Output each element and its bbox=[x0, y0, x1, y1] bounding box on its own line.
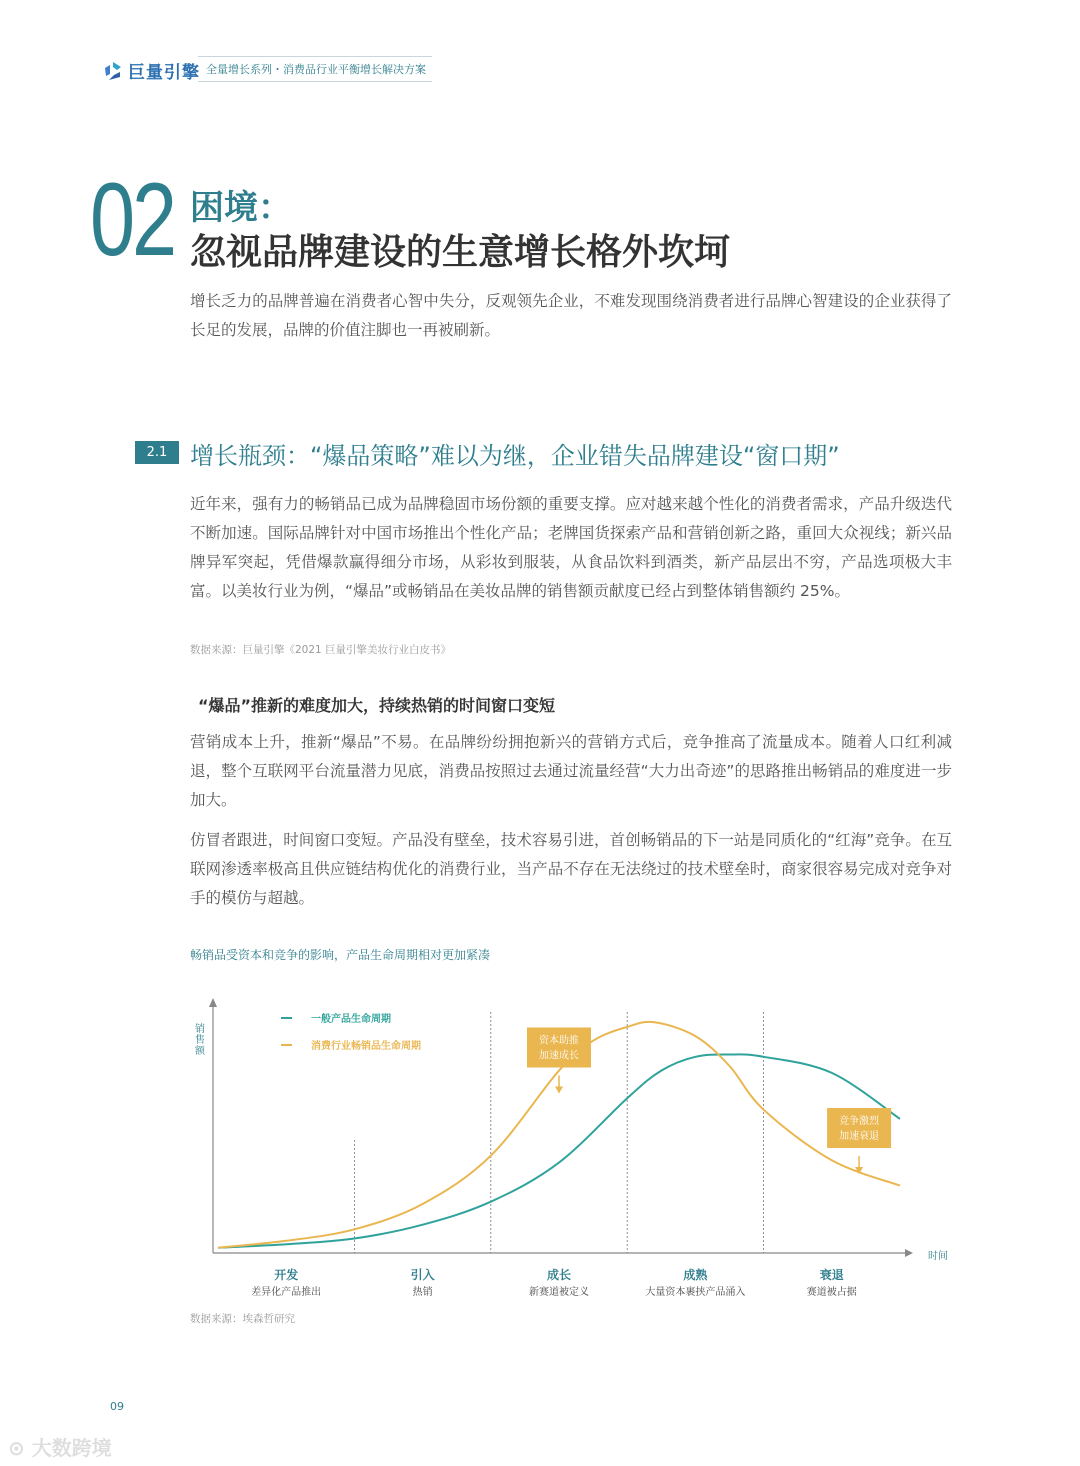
stage-description: 差异化产品推出 bbox=[251, 1287, 322, 1298]
subsection-paragraph-1: 营销成本上升，推新“爆品”不易。在品牌纷纷拥抱新兴的营销方式后，竞争推高了流量成本。随着人口红利减退，整个互联网平台流量潜力见底，消费品按照过去通过流量经营“大力出奇迹”的思路推出畅销品的难度进一步加大。 bbox=[190, 733, 952, 809]
stage-name: 开发 bbox=[274, 1268, 299, 1282]
stage-description: 新赛道被定义 bbox=[529, 1287, 589, 1298]
y-axis-label: 售 bbox=[195, 1035, 205, 1046]
chapter-title-line1: 困境： bbox=[190, 188, 292, 228]
chart-source: 数据来源：埃森哲研究 bbox=[190, 1313, 295, 1325]
stage-name: 成熟 bbox=[683, 1268, 708, 1282]
chapter-number: 02 bbox=[90, 162, 174, 278]
y-axis-label: 额 bbox=[195, 1046, 205, 1057]
section-number: 2.1 bbox=[135, 441, 179, 464]
chart-title: 畅销品受资本和竞争的影响，产品生命周期相对更加紧凑 bbox=[190, 948, 491, 962]
legend-label: 一般产品生命周期 bbox=[311, 1014, 391, 1025]
stage-description: 赛道被占据 bbox=[806, 1287, 857, 1298]
annotation-text: 加速成长 bbox=[539, 1050, 579, 1062]
subsection-heading: “爆品”推新的难度加大，持续热销的时间窗口变短 bbox=[198, 696, 556, 715]
annotation-text: 竞争激烈 bbox=[839, 1116, 880, 1127]
section-title: 增长瓶颈：“爆品策略”难以为继，企业错失品牌建设“窗口期” bbox=[190, 442, 840, 470]
annotation-box bbox=[527, 1028, 591, 1068]
section-source: 数据来源：巨量引擎《2021 巨量引擎美妆行业白皮书》 bbox=[190, 644, 452, 656]
stage-name: 衰退 bbox=[819, 1268, 844, 1282]
series-subtitle: 全量增长系列・消费品行业平衡增长解决方案 bbox=[198, 56, 432, 82]
stage-description: 热销 bbox=[412, 1287, 433, 1298]
x-axis-arrow-icon bbox=[905, 1249, 913, 1257]
subsection-paragraph-2: 仿冒者跟进，时间窗口变短。产品没有壁垒，技术容易引进，首创畅销品的下一站是同质化的“红海”竞争。在互联网渗透率极高且供应链结构优化的消费行业，当产品不存在无法绕过的技术壁垒时，商家很容易完成对竞争对手的模仿与超越。 bbox=[190, 831, 952, 907]
stage-description: 大量资本裹挟产品涌入 bbox=[645, 1287, 746, 1298]
annotation-box bbox=[827, 1108, 891, 1148]
stage-name: 成长 bbox=[546, 1268, 572, 1282]
watermark: ⊙ 大数跨境 bbox=[8, 1436, 112, 1460]
y-axis-label: 销 bbox=[195, 1024, 205, 1035]
arrow-down-icon bbox=[555, 1087, 563, 1094]
stage-name: 引入 bbox=[410, 1268, 435, 1282]
legend-label: 消费行业畅销品生命周期 bbox=[311, 1041, 421, 1052]
section-body: 近年来，强有力的畅销品已成为品牌稳固市场份额的重要支撑。应对越来越个性化的消费者需求，产品升级迭代不断加速。国际品牌针对中国市场推出个性化产品；老牌国货探索产品和营销创新之路，重回大众视线；新兴品牌异军突起，凭借爆款赢得细分市场，从彩妆到服装，从食品饮料到酒类，新产品层出不穷，产品选项极大丰富。以美妆行业为例，“爆品”或畅销品在美妆品牌的销售额贡献度已经占到整体销售额约 25%。 bbox=[190, 495, 952, 600]
annotation-text: 加速衰退 bbox=[839, 1131, 880, 1142]
page-number: 09 bbox=[110, 1400, 124, 1413]
annotation-text: 资本助推 bbox=[539, 1035, 579, 1047]
chapter-title-line2: 忽视品牌建设的生意增长格外坎坷 bbox=[190, 232, 731, 273]
watermark-text: 大数跨境 bbox=[31, 1436, 112, 1460]
brand-name: 巨量引擎 bbox=[128, 63, 200, 83]
chapter-intro: 增长乏力的品牌普遍在消费者心智中失分，反观领先企业，不难发现围绕消费者进行品牌心智建设的企业获得了长足的发展，品牌的价值注脚也一再被刷新。 bbox=[190, 292, 952, 339]
y-axis-arrow-icon bbox=[209, 998, 217, 1007]
x-axis-label: 时间 bbox=[928, 1251, 948, 1262]
